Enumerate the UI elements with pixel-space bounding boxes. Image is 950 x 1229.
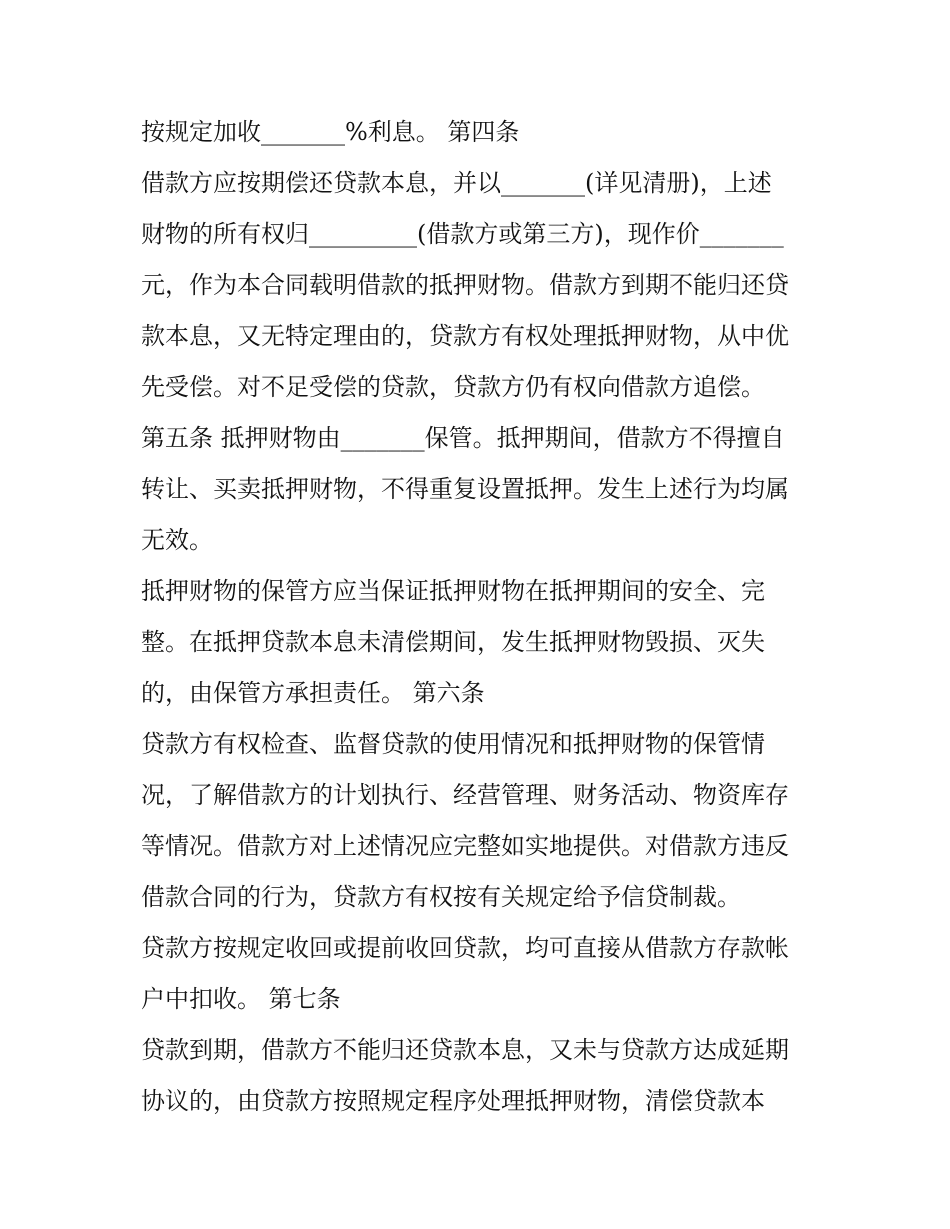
text-line: 借款合同的行为，贷款方有权按有关规定给予信贷制裁。 — [141, 883, 741, 911]
text-line: 户中扣收。 第七条 — [141, 985, 341, 1013]
text-line: 贷款到期，借款方不能归还贷款本息，又未与贷款方达成延期 — [141, 1036, 789, 1064]
text-line: 财物的所有权归_________(借款方或第三方)，现作价_______ — [141, 220, 784, 248]
text-line: 协议的，由贷款方按照规定程序处理抵押财物，清偿贷款本 — [141, 1087, 765, 1115]
document-body — [141, 107, 831, 1127]
text-line: 贷款方有权检查、监督贷款的使用情况和抵押财物的保管情 — [141, 730, 765, 758]
text-line: 况，了解借款方的计划执行、经营管理、财务活动、物资库存 — [141, 781, 789, 809]
text-line: 款本息，又无特定理由的，贷款方有权处理抵押财物，从中优 — [141, 322, 789, 350]
text-line: 整。在抵押贷款本息未清偿期间，发生抵押财物毁损、灭失 — [141, 628, 765, 656]
text-line: 元，作为本合同载明借款的抵押财物。借款方到期不能归还贷 — [141, 271, 789, 299]
text-line: 借款方应按期偿还贷款本息，并以_______(详见清册)，上述 — [141, 169, 772, 197]
text-line: 按规定加收_______%利息。 第四条 — [141, 118, 520, 146]
text-line: 的，由保管方承担责任。 第六条 — [141, 679, 485, 707]
text-line: 第五条 抵押财物由_______保管。抵押期间，借款方不得擅自 — [141, 424, 785, 452]
text-line: 贷款方按规定收回或提前收回贷款，均可直接从借款方存款帐 — [141, 934, 789, 962]
text-line: 等情况。借款方对上述情况应完整如实地提供。对借款方违反 — [141, 832, 789, 860]
text-line: 转让、买卖抵押财物，不得重复设置抵押。发生上述行为均属 — [141, 475, 789, 503]
text-line: 抵押财物的保管方应当保证抵押财物在抵押期间的安全、完 — [141, 577, 765, 605]
text-line: 先受偿。对不足受偿的贷款，贷款方仍有权向借款方追偿。 — [141, 373, 765, 401]
text-line: 无效。 — [141, 526, 213, 554]
